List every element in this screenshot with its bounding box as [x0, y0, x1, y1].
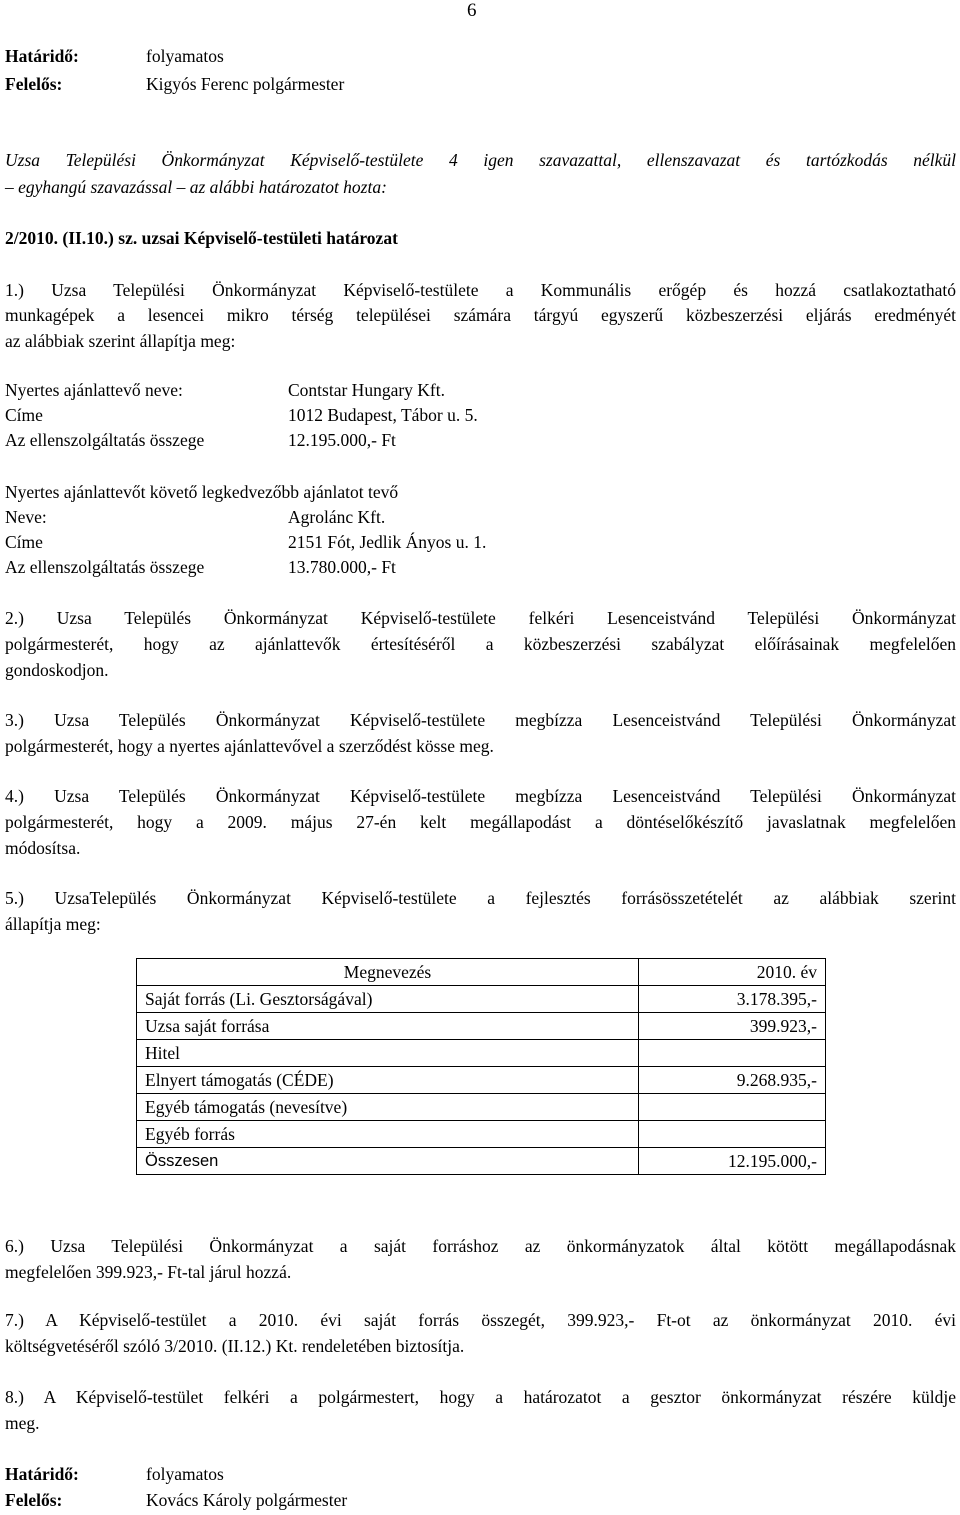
p6-line-2: megfelelően 399.923,- Ft-tal járul hozzá. — [5, 1262, 292, 1282]
deadline-label: Határidő: — [5, 46, 79, 66]
runner-up-amount-value: 13.780.000,- Ft — [288, 557, 396, 577]
runner-up-heading: Nyertes ajánlattevőt követő legkedvezőbb ajánlatot tevő — [5, 482, 399, 502]
p1-line-3: az alábbiak szerint állapítja meg: — [5, 331, 236, 351]
runner-up-amount-label: Az ellenszolgáltatás összege — [5, 557, 205, 577]
table-cell: 3.178.395,- — [639, 986, 826, 1013]
footer-deadline-label: Határidő: — [5, 1464, 79, 1484]
winner-address-label: Címe — [5, 405, 43, 425]
table-row — [137, 1040, 826, 1067]
winner-name-label: Nyertes ajánlattevő neve: — [5, 380, 183, 400]
table-cell: Hitel — [137, 1040, 639, 1067]
table-row — [137, 1013, 826, 1040]
table-row — [137, 986, 826, 1013]
table-cell: Összesen — [137, 1148, 639, 1175]
p4-line-3: módosítsa. — [5, 838, 81, 858]
table-cell: 12.195.000,- — [639, 1148, 826, 1175]
p2-line-1: 2.) Uzsa Település Önkormányzat Képviselő-testülete felkéri Lesenceistvánd Települési Önkormányzat — [5, 608, 956, 628]
table-row — [137, 1067, 826, 1094]
footer-responsible-label: Felelős: — [5, 1490, 63, 1510]
page-number: 6 — [467, 0, 477, 21]
p3-line-1: 3.) Uzsa Település Önkormányzat Képviselő-testülete megbízza Lesenceistvánd Települési Önkormányzat — [5, 710, 956, 730]
p8-line-1: 8.) A Képviselő-testület felkéri a polgármestert, hogy a határozatot a gesztor önkormányzat részére küldje — [5, 1387, 956, 1407]
table-cell — [639, 1094, 826, 1121]
winner-address-value: 1012 Budapest, Tábor u. 5. — [288, 405, 478, 425]
winner-amount-label: Az ellenszolgáltatás összege — [5, 430, 205, 450]
p1-line-2: munkagépek a lesencei mikro térség települései számára tárgyú egyszerű közbeszerzési eljárás eredményét — [5, 305, 956, 325]
p5-line-1: 5.) UzsaTelepülés Önkormányzat Képviselő-testülete a fejlesztés forrásösszetételét az alábbiak szerint — [5, 888, 956, 908]
table-cell: Elnyert támogatás (CÉDE) — [137, 1067, 639, 1094]
table-cell: Egyéb forrás — [137, 1121, 639, 1148]
vote-intro-line-2: – egyhangú szavazással – az alábbi határozatot hozta: — [5, 177, 387, 197]
deadline-value: folyamatos — [146, 46, 224, 66]
table-row — [137, 1121, 826, 1148]
responsible-value: Kigyós Ferenc polgármester — [146, 74, 345, 94]
table-row — [137, 1094, 826, 1121]
p2-line-2: polgármesterét, hogy az ajánlattevők értesítéséről a közbeszerzési szabályzat előírásainak megfelelően — [5, 634, 956, 654]
finance-table — [136, 958, 826, 1175]
footer-deadline-value: folyamatos — [146, 1464, 224, 1484]
resolution-title: 2/2010. (II.10.) sz. uzsai Képviselő-testületi határozat — [5, 228, 398, 248]
p4-line-2: polgármesterét, hogy a 2009. május 27-én kelt megállapodást a döntéselőkészítő javaslatnak megfelelően — [5, 812, 956, 832]
p5-line-2: állapítja meg: — [5, 914, 101, 934]
p4-line-1: 4.) Uzsa Település Önkormányzat Képviselő-testülete megbízza Lesenceistvánd Települési Önkormányzat — [5, 786, 956, 806]
table-header-cell: Megnevezés — [137, 959, 639, 986]
runner-up-name-value: Agrolánc Kft. — [288, 507, 386, 527]
winner-name-value: Contstar Hungary Kft. — [288, 380, 445, 400]
table-cell: Saját forrás (Li. Gesztorságával) — [137, 986, 639, 1013]
table-cell — [639, 1121, 826, 1148]
runner-up-address-label: Címe — [5, 532, 43, 552]
table-header-cell: 2010. év — [639, 959, 826, 986]
p2-line-3: gondoskodjon. — [5, 660, 109, 680]
winner-amount-value: 12.195.000,- Ft — [288, 430, 396, 450]
p1-line-1: 1.) Uzsa Települési Önkormányzat Képviselő-testülete a Kommunális erőgép és hozzá csatlakoztatható — [5, 280, 956, 300]
p3-line-2: polgármesterét, hogy a nyertes ajánlattevővel a szerződést kösse meg. — [5, 736, 494, 756]
footer-responsible-value: Kovács Károly polgármester — [146, 1490, 348, 1510]
p7-line-1: 7.) A Képviselő-testület a 2010. évi saját forrás összegét, 399.923,- Ft-ot az önkormányzat 2010. évi — [5, 1310, 956, 1330]
p8-line-2: meg. — [5, 1413, 40, 1433]
responsible-label: Felelős: — [5, 74, 63, 94]
runner-up-name-label: Neve: — [5, 507, 47, 527]
table-cell: 399.923,- — [639, 1013, 826, 1040]
runner-up-address-value: 2151 Fót, Jedlik Ányos u. 1. — [288, 532, 487, 552]
table-cell — [639, 1040, 826, 1067]
table-header-row — [137, 959, 826, 986]
table-cell: Uzsa saját forrása — [137, 1013, 639, 1040]
table-cell: Egyéb támogatás (nevesítve) — [137, 1094, 639, 1121]
vote-intro-line-1: Uzsa Települési Önkormányzat Képviselő-testülete 4 igen szavazattal, ellenszavazat és tartózkodás nélkül — [5, 150, 956, 170]
p6-line-1: 6.) Uzsa Települési Önkormányzat a saját forráshoz az önkormányzatok által kötött megállapodásnak — [5, 1236, 956, 1256]
p7-line-2: költségvetéséről szóló 3/2010. (II.12.) Kt. rendeletében biztosítja. — [5, 1336, 465, 1356]
table-cell: 9.268.935,- — [639, 1067, 826, 1094]
table-total-row — [137, 1148, 826, 1175]
